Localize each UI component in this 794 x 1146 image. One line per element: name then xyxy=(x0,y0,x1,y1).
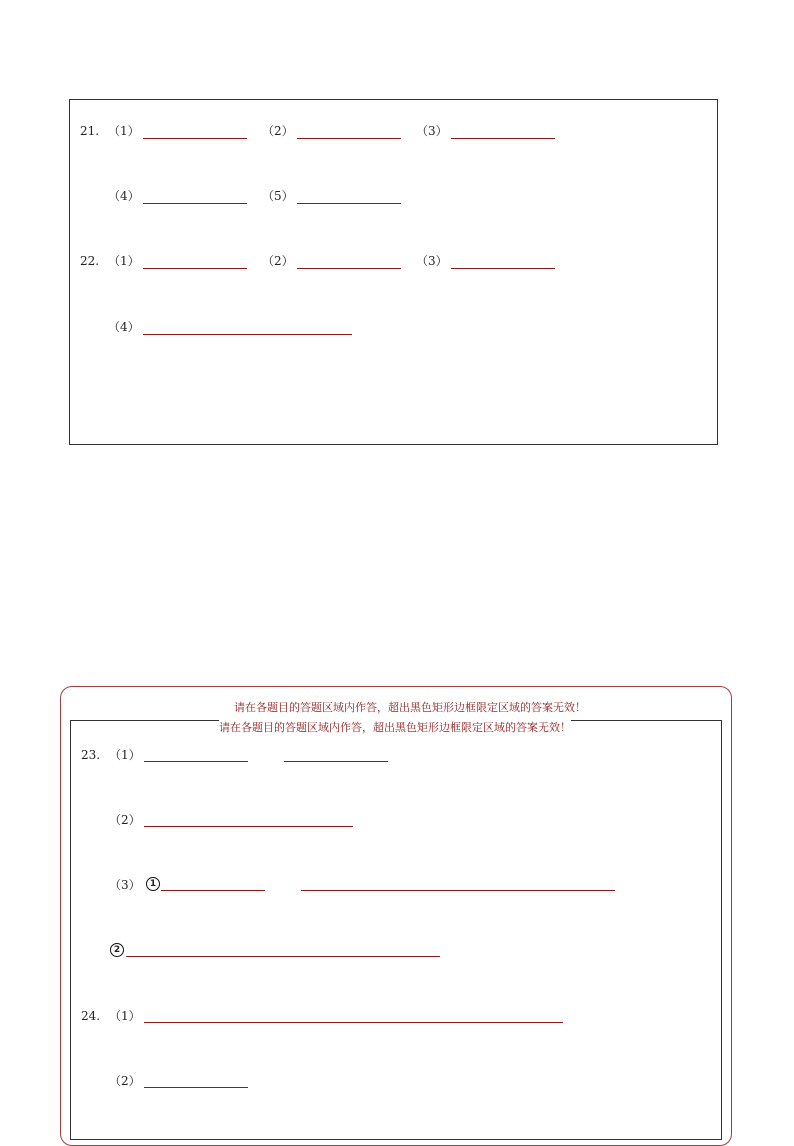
q22-part2-answer-line[interactable] xyxy=(297,268,401,269)
q21-part3-label: （3） xyxy=(416,124,448,138)
answer-box-23-24 xyxy=(70,720,722,1140)
circled-number-1: 1 xyxy=(146,877,160,891)
q22-part3-label: （3） xyxy=(416,254,448,268)
q23-part2-answer-line[interactable] xyxy=(144,826,353,827)
q21-part5-label: （5） xyxy=(262,189,294,203)
q21-part2-answer-line[interactable] xyxy=(297,138,401,139)
q24-part2-label: （2） xyxy=(109,1074,141,1088)
q23-part1-label: （1） xyxy=(109,748,141,762)
q24-part2-answer-line[interactable] xyxy=(144,1087,248,1088)
q23-part3-label: （3） xyxy=(109,878,141,892)
q23-part1-answer-line-b[interactable] xyxy=(284,761,388,762)
q23-part1-answer-line-a[interactable] xyxy=(144,761,248,762)
answer-box-21-22 xyxy=(69,99,718,445)
q21-part1-answer-line[interactable] xyxy=(143,138,247,139)
q22-part4-label: （4） xyxy=(108,320,140,334)
q22-part1-answer-line[interactable] xyxy=(143,268,247,269)
q22-part1-label: （1） xyxy=(108,254,140,268)
q21-part4-answer-line[interactable] xyxy=(143,203,247,204)
answer-notice-overlay: 请在各题目的答题区域内作答，超出黑色矩形边框限定区域的答案无效！ xyxy=(219,721,571,734)
q23-part2-label: （2） xyxy=(109,813,141,827)
q21-part1-label: （1） xyxy=(108,124,140,138)
q21-part4-label: （4） xyxy=(108,189,140,203)
question-number-23: 23. xyxy=(81,748,101,762)
question-number-22: 22. xyxy=(80,254,100,268)
q23-part3-item1-answer-line-b[interactable] xyxy=(301,890,615,891)
q23-part3-item2-answer-line[interactable] xyxy=(126,956,440,957)
question-number-24: 24. xyxy=(81,1009,101,1023)
q24-part1-label: （1） xyxy=(109,1009,141,1023)
q22-part2-label: （2） xyxy=(262,254,294,268)
answer-notice-top: 请在各题目的答题区域内作答，超出黑色矩形边框限定区域的答案无效！ xyxy=(234,701,586,714)
circled-number-2: 2 xyxy=(110,943,124,957)
q24-part1-answer-line[interactable] xyxy=(144,1022,563,1023)
q22-part3-answer-line[interactable] xyxy=(451,268,555,269)
q21-part5-answer-line[interactable] xyxy=(297,203,401,204)
q23-part3-item1-answer-line[interactable] xyxy=(161,890,265,891)
q21-part3-answer-line[interactable] xyxy=(451,138,555,139)
q21-part2-label: （2） xyxy=(262,124,294,138)
question-number-21: 21. xyxy=(80,124,100,138)
q22-part4-answer-line[interactable] xyxy=(143,334,352,335)
